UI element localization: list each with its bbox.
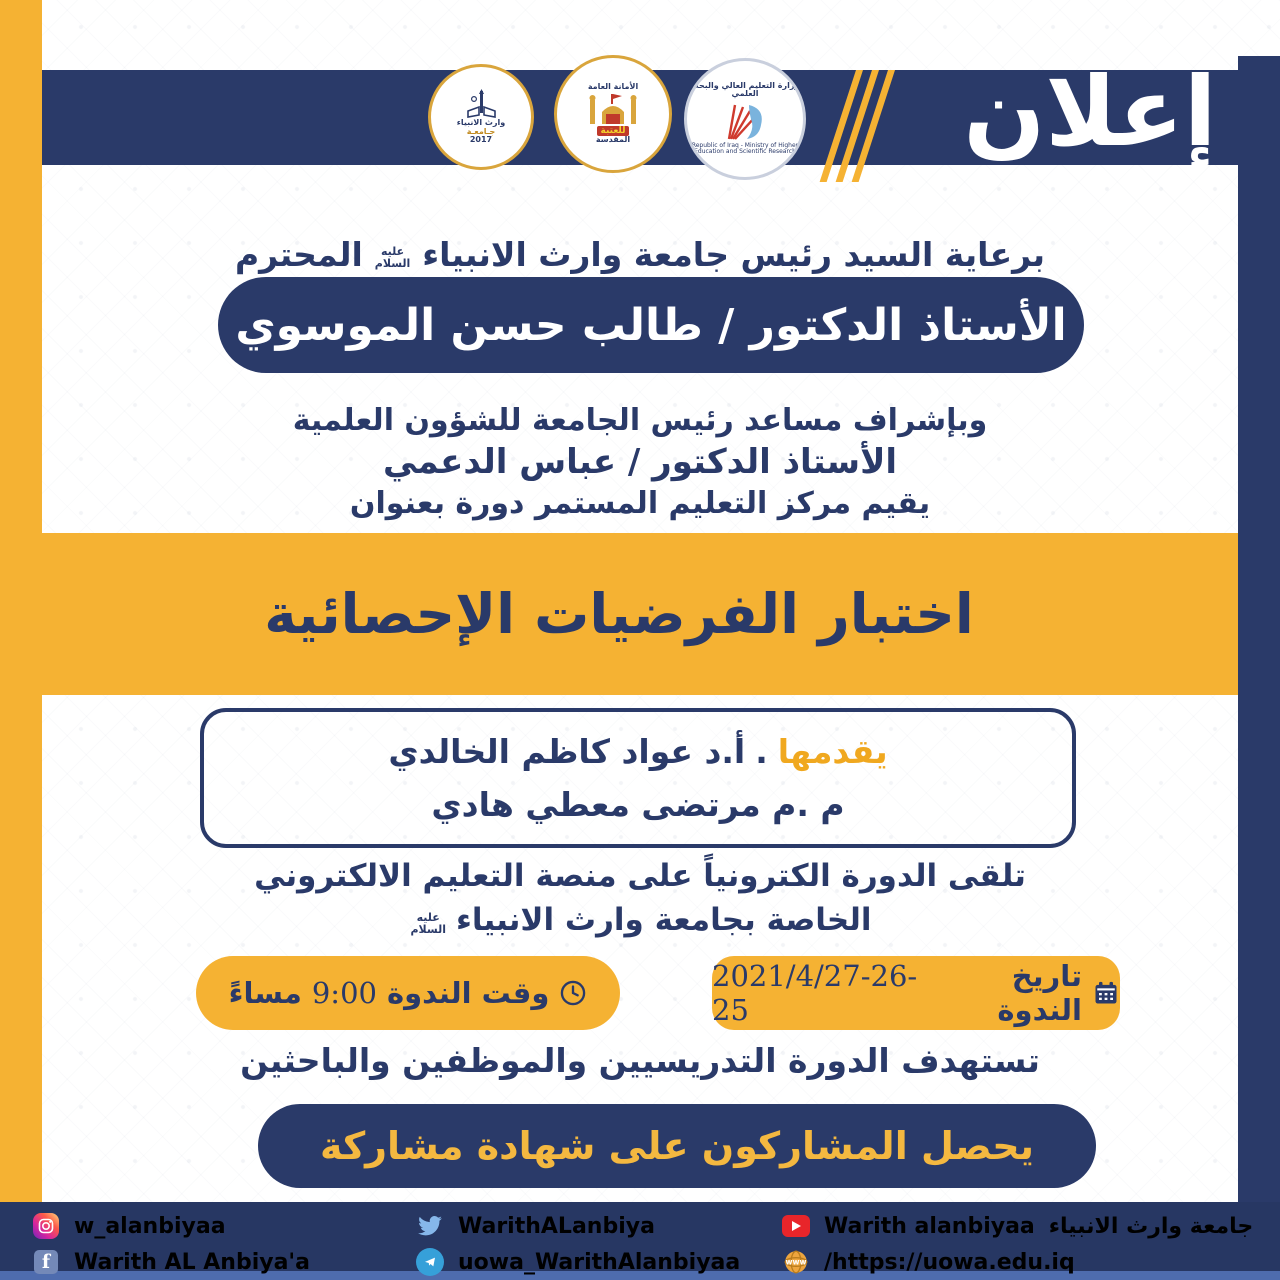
facebook-icon: f xyxy=(32,1248,60,1276)
twitter-handle: WarithALanbiya xyxy=(458,1213,655,1239)
supervision-block xyxy=(42,392,1238,532)
university-logo-word: جـامعـة xyxy=(466,126,496,136)
telegram-icon xyxy=(416,1248,444,1276)
instagram-link[interactable] xyxy=(32,1212,392,1240)
website-link[interactable] xyxy=(782,1248,1268,1276)
course-title-band xyxy=(0,533,1238,695)
university-name-arabic: جامعة وارث الانبياء xyxy=(1048,1213,1254,1239)
university-logo-name: وارث الانبياء xyxy=(456,118,506,128)
supervision-line1: وبإشراف مساعد رئيس الجامعة للشؤون العلمية xyxy=(292,403,988,438)
target-audience-line: تستهدف الدورة التدريسيين والموظفين والباحثين xyxy=(240,1040,1040,1080)
president-name-banner: الأستاذ الدكتور / طالب حسن الموسوي xyxy=(218,277,1084,373)
footer-column-3 xyxy=(782,1212,1268,1276)
seminar-date-pill xyxy=(712,956,1120,1030)
supervision-line3: يقيم مركز التعليم المستمر دورة بعنوان xyxy=(349,486,931,521)
shrine-logo-top-text: الأمانة العامة xyxy=(587,82,639,92)
presenter-2-name: م .م مرتضى معطي هادي xyxy=(431,785,845,824)
clock-icon xyxy=(559,979,587,1007)
peace-be-upon-him-symbol: عليه السلام xyxy=(410,911,446,936)
footer-column-1 xyxy=(32,1212,392,1276)
minaret-book-icon xyxy=(464,89,498,119)
ministry-emblem-icon xyxy=(719,99,771,143)
platform-line1: تلقى الدورة الكترونياً على منصة التعليم الالكتروني xyxy=(254,858,1026,894)
presented-by-label: يقدمها xyxy=(777,732,888,771)
youtube-link[interactable] xyxy=(782,1212,1268,1240)
platform-line2: الخاصة بجامعة وارث الانبياء عليه السلام xyxy=(410,902,872,938)
ministry-logo-english-ring: Republic of Iraq - Ministry of Higher Education and Scientific Research xyxy=(691,141,799,156)
patronage-prefix: برعاية السيد رئيس جامعة وارث الانبياء xyxy=(422,234,1046,274)
telegram-handle: uowa_WarithAlanbiyaa xyxy=(458,1249,741,1275)
twitter-link[interactable] xyxy=(416,1212,771,1240)
facebook-handle: Warith AL Anbiya'a xyxy=(74,1249,311,1275)
seminar-date-value: 2021/4/27-26-25 xyxy=(712,959,918,1027)
shrine-logo-center-text: للعتبة xyxy=(597,126,630,137)
youtube-icon xyxy=(782,1212,810,1240)
footer-column-2 xyxy=(416,1212,771,1276)
instagram-icon xyxy=(32,1212,60,1240)
svg-text:www: www xyxy=(785,1257,807,1267)
patronage-suffix: المحترم xyxy=(234,234,363,274)
announcement-title: إعلان xyxy=(963,56,1217,168)
youtube-handle: Warith alanbiyaa xyxy=(824,1213,1035,1239)
presenter-line-2 xyxy=(431,785,844,824)
seminar-date-label: تاريخ الندوة xyxy=(997,959,1082,1027)
patronage-line xyxy=(42,228,1238,280)
presenter-1-name: أ.د عواد كاظم الخالدي xyxy=(388,732,746,771)
seminar-time-pill xyxy=(196,956,620,1030)
university-logo-year: 2017 xyxy=(469,135,493,145)
ministry-logo xyxy=(684,58,806,180)
course-title: اختبار الفرضيات الإحصائية xyxy=(264,582,974,646)
shrine-logo-bottom-text: المقدسة xyxy=(595,135,631,145)
globe-icon xyxy=(782,1248,810,1276)
presenter-line-1 xyxy=(388,732,887,771)
platform-block xyxy=(42,848,1238,948)
holy-shrine-logo xyxy=(554,55,672,173)
twitter-icon xyxy=(416,1212,444,1240)
presenter-separator: . xyxy=(755,732,768,771)
right-accent-stripe xyxy=(1238,56,1280,1280)
supervisor-name: الأستاذ الدكتور / عباس الدعمي xyxy=(382,442,898,482)
instagram-handle: w_alanbiyaa xyxy=(74,1213,226,1239)
seminar-time-suffix: مساءً xyxy=(228,976,302,1010)
peace-be-upon-him-symbol: عليه السلام xyxy=(374,245,411,270)
presenters-box xyxy=(200,708,1076,848)
certificate-banner: يحصل المشاركون على شهادة مشاركة xyxy=(258,1104,1096,1188)
shrine-minarets-icon xyxy=(584,92,642,126)
ministry-logo-arabic-ring: وزارة التعليم العالي والبحث العلمي xyxy=(690,81,800,99)
calendar-icon xyxy=(1092,979,1120,1007)
telegram-link[interactable] xyxy=(416,1248,771,1276)
seminar-time-value: 9:00 xyxy=(311,976,377,1010)
seminar-time-label: وقت الندوة xyxy=(386,976,550,1010)
website-url: /https://uowa.edu.iq xyxy=(824,1249,1075,1275)
university-logo xyxy=(428,64,534,170)
facebook-link[interactable] xyxy=(32,1248,392,1276)
